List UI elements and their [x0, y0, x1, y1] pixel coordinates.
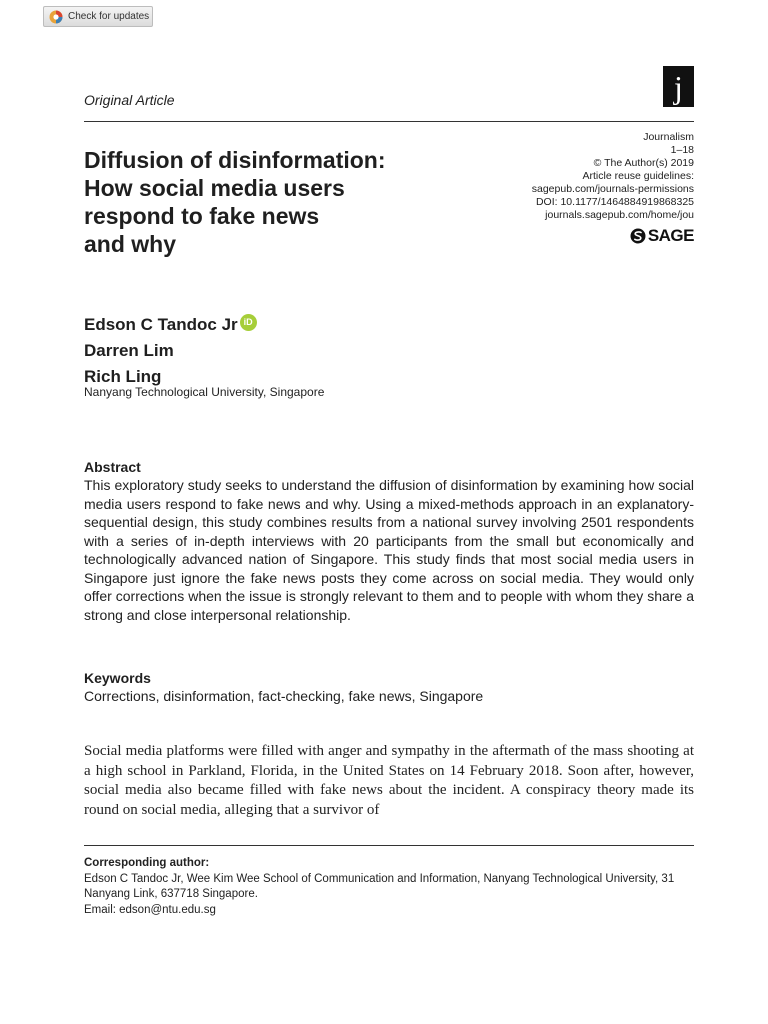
journal-meta: [532, 131, 694, 222]
author-name-text: Darren Lim: [84, 341, 174, 360]
doi-link[interactable]: DOI: 10.1177/1464884919868325: [535, 196, 694, 208]
abstract-heading: Abstract: [84, 459, 141, 475]
article-type: Original Article: [84, 92, 175, 108]
reuse-label: Article reuse guidelines:: [582, 170, 694, 182]
publisher-logo: [630, 227, 694, 245]
copyright: © The Author(s) 2019: [593, 157, 694, 169]
journal-url-link[interactable]: journals.sagepub.com/home/jou: [545, 209, 694, 221]
footnote-heading: Corresponding author:: [84, 857, 210, 869]
affiliation: Nanyang Technological University, Singapore: [84, 385, 325, 399]
body-paragraph: Social media platforms were filled with anger and sympathy in the aftermath of the mass shooting at a high school in Parkland, Florida, in the United States on 14 February 2018. Soon after, however, social media also became filled with fake news about the incident. A conspiracy theory made its round on social media, alleging that a survivor of: [84, 743, 694, 818]
title-line: Diffusion of disinformation:: [84, 147, 386, 173]
sage-logo-icon: [630, 228, 646, 244]
journal-logo: j: [663, 66, 694, 107]
author-name-text: Edson C Tandoc Jr: [84, 315, 238, 334]
keywords-section: [84, 669, 694, 705]
journal-name: Journalism: [643, 131, 694, 143]
keywords-text: Corrections, disinformation, fact-checking, fake news, Singapore: [84, 688, 484, 704]
reuse-link[interactable]: sagepub.com/journals-permissions: [531, 183, 694, 195]
abstract-section: [84, 458, 694, 624]
footnote-email[interactable]: Email: edson@ntu.edu.sg: [84, 903, 216, 916]
check-updates-icon: [49, 10, 63, 24]
author-name[interactable]: [84, 312, 257, 338]
header-divider: [84, 121, 694, 122]
author-name-text: Rich Ling: [84, 367, 162, 386]
title-line: How social media users: [84, 175, 345, 201]
check-updates-label: Check for updates: [68, 11, 150, 22]
footnote-address: Edson C Tandoc Jr, Wee Kim Wee School of Communication and Information, Nanyang Technological University, 31 Nanyang Link, 637718 Singapore.: [84, 872, 675, 900]
keywords-heading: Keywords: [84, 670, 151, 686]
publisher-name: SAGE: [647, 226, 694, 245]
orcid-icon[interactable]: iD: [240, 314, 257, 331]
footnote-divider: [84, 845, 694, 846]
page-range: 1–18: [670, 144, 694, 156]
author-list: [84, 312, 257, 390]
title-line: respond to fake news: [84, 203, 320, 229]
article-title: [84, 146, 484, 258]
corresponding-author-note: [84, 856, 694, 918]
abstract-text: This exploratory study seeks to understand the diffusion of disinformation by examining how social media users respond to fake news and why. Using a mixed-methods approach in an explanatory-sequential design, this study combines results from a national survey involving 2501 respondents with a series of in-depth interviews with 20 participants from the small but economically and technologically advanced nation of Singapore. This study finds that most social media users in Singapore just ignore the fake news posts they come across on social media. They would only offer corrections when the issue is strongly relevant to them and to people with whom they share a strong and close interpersonal relationship.: [84, 477, 694, 623]
check-for-updates-button[interactable]: [43, 6, 153, 27]
author-name[interactable]: [84, 338, 257, 364]
title-line: and why: [84, 231, 177, 257]
